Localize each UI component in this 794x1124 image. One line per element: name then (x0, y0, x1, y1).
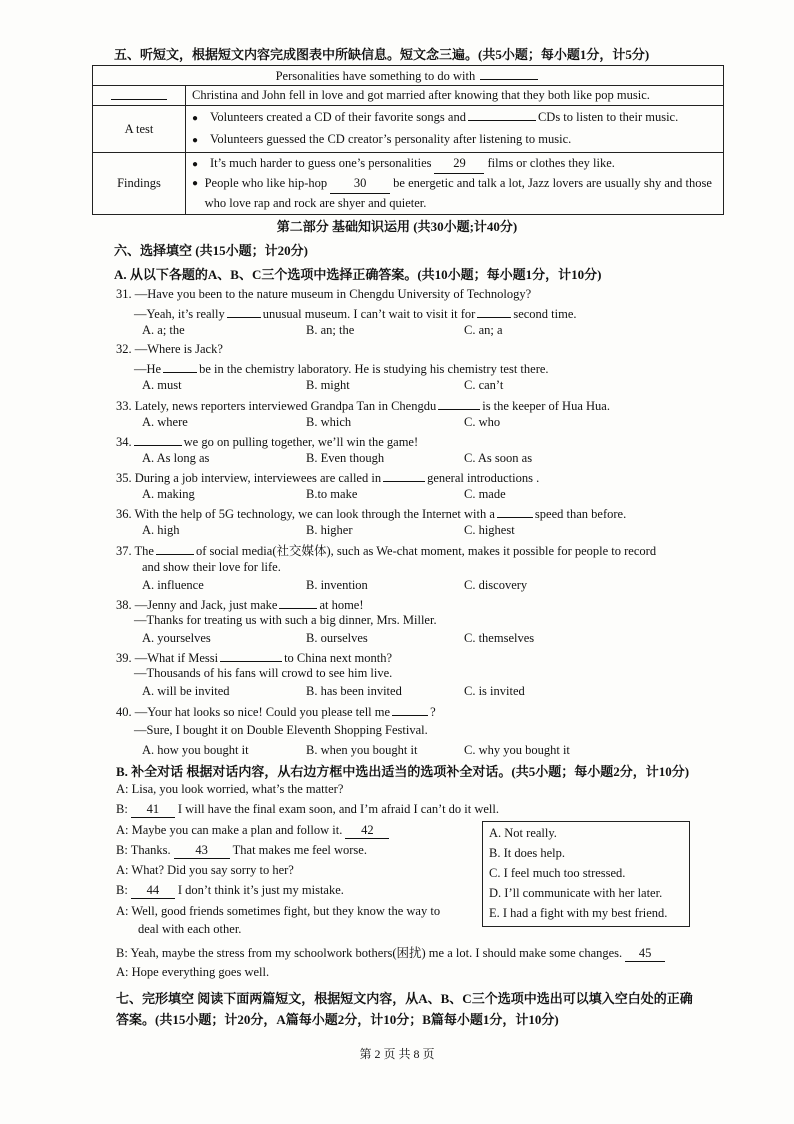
option-b[interactable]: B. which (306, 415, 352, 429)
q32-stem: 32. —Where is Jack? (116, 342, 223, 356)
q38-line2: —Thanks for treating us with such a big dinner, Mrs. Miller. (134, 613, 437, 627)
option-b[interactable]: B. an; the (306, 323, 355, 337)
dialog-option-e[interactable]: E. I had a fight with my best friend. (489, 906, 668, 920)
option-b[interactable]: B. invention (306, 578, 368, 592)
answer-blank-45[interactable]: 45 (625, 946, 665, 962)
answer-blank[interactable] (392, 703, 428, 716)
q38-stem: 38. —Jenny and Jack, just make at home! (116, 598, 364, 612)
dialog-line-6: B: 44 I don’t think it’s just my mistake. (116, 883, 344, 897)
option-b[interactable]: B. has been invited (306, 684, 402, 698)
option-b[interactable]: B. higher (306, 523, 353, 537)
answer-blank-29[interactable]: 29 (434, 154, 484, 174)
answer-blank[interactable] (279, 596, 317, 609)
q31-stem: 31. —Have you been to the nature museum in Chengdu University of Technology? (116, 287, 532, 301)
bullet-icon: ● (192, 159, 199, 170)
option-b[interactable]: B. when you bought it (306, 743, 418, 757)
answer-blank[interactable] (480, 67, 538, 80)
q35-stem: 35. During a job interview, interviewees are called in general introductions . (116, 471, 540, 485)
part2-title: 第二部分 基础知识运用 (共30小题;计40分) (276, 219, 518, 234)
bullet-icon: ● (192, 178, 199, 189)
option-b[interactable]: B.to make (306, 487, 358, 501)
table-row (93, 106, 724, 153)
answer-blank-41[interactable]: 41 (131, 802, 175, 818)
option-a[interactable]: A. will be invited (142, 684, 230, 698)
dialog-options-box (482, 821, 690, 927)
dialog-line-7: A: Well, good friends sometimes fight, but they know the way to (116, 904, 441, 918)
listening-table (92, 65, 724, 215)
option-c[interactable]: C. is invited (464, 684, 525, 698)
answer-blank[interactable] (477, 305, 511, 318)
answer-blank[interactable] (220, 649, 282, 662)
option-a[interactable]: A. where (142, 415, 188, 429)
row1-cell: Christina and John fell in love and got married after knowing that they both like pop music. (186, 86, 724, 106)
option-c[interactable]: C. As soon as (464, 451, 533, 465)
option-c[interactable]: C. themselves (464, 631, 535, 645)
findings-cell: ● It’s much harder to guess one’s personalities 29 films or clothes they like. ● People who like hip-hop 30 be energetic and talk a lot, Jazz lovers are usually shy and those who love rap and rock are shyer and quieter. (186, 153, 724, 215)
bullet-icon: ● (192, 135, 199, 146)
answer-blank-44[interactable]: 44 (131, 883, 175, 899)
q40-line2: —Sure, I bought it on Double Eleventh Shopping Festival. (134, 723, 428, 737)
table-row (93, 86, 724, 106)
answer-blank[interactable] (227, 305, 261, 318)
blank-label-cell (93, 86, 186, 106)
answer-blank-43[interactable]: 43 (174, 843, 230, 859)
test-cell: ● Volunteers created a CD of their favorite songs and CDs to listen to their music. ● Volunteers guessed the CD creator’s personality after listening to music. (186, 106, 724, 153)
dialog-option-b[interactable]: B. It does help. (489, 846, 566, 860)
section6-title: 六、选择填空 (共15小题；计20分) (114, 243, 308, 258)
answer-blank-42[interactable]: 42 (345, 823, 389, 839)
dialog-line-8: B: Yeah, maybe the stress from my schoolwork bothers(困扰) me a lot. I should make some changes. 45 (116, 943, 668, 962)
bullet-icon: ● (192, 113, 199, 124)
findings-label: Findings (93, 153, 186, 215)
option-a[interactable]: A. a; the (142, 323, 185, 337)
q33-stem: 33. Lately, news reporters interviewed Grandpa Tan in Chengdu is the keeper of Hua Hua. (116, 399, 610, 413)
option-c[interactable]: C. highest (464, 523, 515, 537)
answer-blank[interactable] (111, 87, 167, 100)
dialog-line-2: B: 41 I will have the final exam soon, and I’m afraid I can’t do it well. (116, 802, 500, 816)
option-c[interactable]: C. an; a (464, 323, 503, 337)
option-c[interactable]: C. who (464, 415, 501, 429)
option-c[interactable]: C. can’t (464, 378, 504, 392)
q39-stem: 39. —What if Messi to China next month? (116, 651, 393, 665)
table-row (93, 66, 724, 86)
option-a[interactable]: A. making (142, 487, 195, 501)
page-number: 第 2 页 共 8 页 (359, 1047, 435, 1061)
dialog-option-a[interactable]: A. Not really. (489, 826, 557, 840)
section6-partA-title: A. 从以下各题的A、B、C三个选项中选择正确答案。(共10小题；每小题1分，计10分) (114, 267, 602, 282)
table-header-cell: Personalities have something to do with (93, 66, 724, 86)
dialog-option-c[interactable]: C. I feel much too stressed. (489, 866, 626, 880)
q31-line2: —Yeah, it’s really unusual museum. I can’t wait to visit it for second time. (134, 307, 577, 321)
option-c[interactable]: C. why you bought it (464, 743, 570, 757)
option-a[interactable]: A. yourselves (142, 631, 211, 645)
option-a[interactable]: A. As long as (142, 451, 210, 465)
answer-blank-30[interactable]: 30 (330, 174, 390, 194)
q39-line2: —Thousands of his fans will crowd to see him live. (134, 666, 393, 680)
dialog-line-5: A: What? Did you say sorry to her? (116, 863, 294, 877)
option-a[interactable]: A. influence (142, 578, 204, 592)
answer-blank[interactable] (438, 397, 480, 410)
dialog-line-1: A: Lisa, you look worried, what’s the matter? (116, 782, 344, 796)
section7-title-line2: 答案。(共15小题；计20分，A篇每小题2分，计10分；B篇每小题1分，计10分) (116, 1012, 559, 1027)
dialog-line-7b: deal with each other. (138, 922, 242, 936)
option-b[interactable]: B. Even though (306, 451, 385, 465)
q32-line2: —He be in the chemistry laboratory. He is studying his chemistry test there. (134, 362, 549, 376)
q34-stem: 34. we go on pulling together, we’ll win the game! (116, 435, 419, 449)
q36-stem: 36. With the help of 5G technology, we can look through the Internet with a speed than before. (116, 507, 627, 521)
option-c[interactable]: C. discovery (464, 578, 528, 592)
dialog-line-4: B: Thanks. 43 That makes me feel worse. (116, 843, 367, 857)
section6-partB-title: B. 补全对话 根据对话内容，从右边方框中选出适当的选项补全对话。(共5小题；每小题2分，计10分) (116, 764, 690, 779)
option-a[interactable]: A. must (142, 378, 182, 392)
option-c[interactable]: C. made (464, 487, 506, 501)
answer-blank[interactable] (163, 360, 197, 373)
section7-title-line1: 七、完形填空 阅读下面两篇短文，根据短文内容，从A、B、C三个选项中选出可以填入空白处的正确 (116, 991, 693, 1006)
answer-blank[interactable] (497, 505, 533, 518)
dialog-line-3: A: Maybe you can make a plan and follow it. 42 (116, 823, 392, 839)
answer-blank[interactable] (468, 108, 536, 121)
q37-stem: 37. The of social media(社交媒体), such as We-chat moment, makes it possible for people to record (116, 544, 657, 558)
test-label: A test (93, 106, 186, 153)
option-a[interactable]: A. how you bought it (142, 743, 249, 757)
answer-blank[interactable] (156, 542, 194, 555)
q37-line2: and show their love for life. (142, 560, 281, 574)
table-row (93, 153, 724, 215)
answer-blank[interactable] (383, 469, 425, 482)
dialog-option-d[interactable]: D. I’ll communicate with her later. (489, 886, 663, 900)
option-a[interactable]: A. high (142, 523, 180, 537)
section5-title: 五、听短文，根据短文内容完成图表中所缺信息。短文念三遍。(共5小题；每小题1分，计5分) (114, 47, 650, 62)
option-b[interactable]: B. ourselves (306, 631, 368, 645)
answer-blank[interactable] (134, 433, 182, 446)
option-b[interactable]: B. might (306, 378, 350, 392)
dialog-line-9: A: Hope everything goes well. (116, 965, 270, 979)
q40-stem: 40. —Your hat looks so nice! Could you please tell me ? (116, 705, 436, 719)
